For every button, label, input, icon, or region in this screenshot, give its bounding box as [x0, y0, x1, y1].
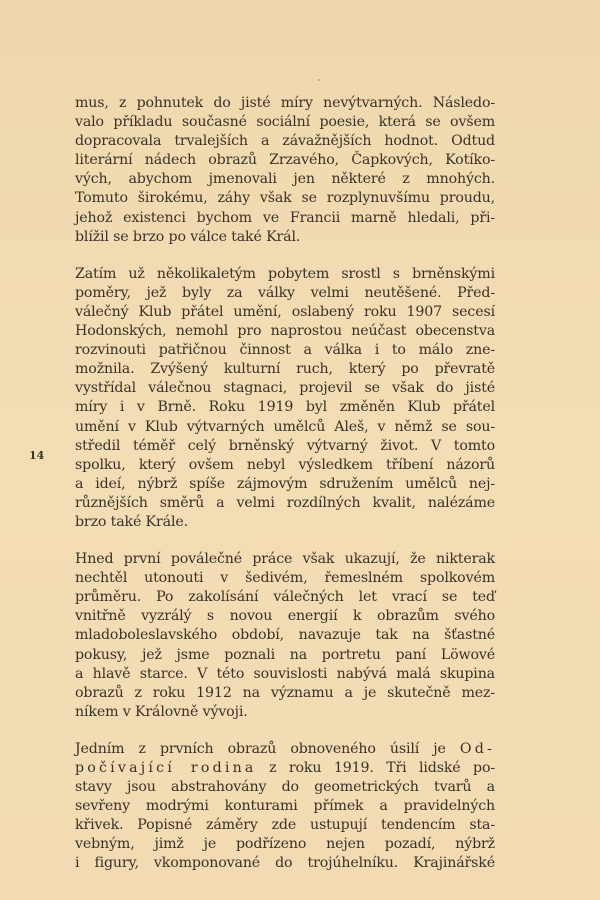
text-line — [75, 740, 495, 759]
text-line: jehož existenci bychom ve Francii marně hledali, při- — [75, 209, 495, 226]
text-line: umění v Klub výtvarných umělců Aleš, v němž se sou- — [75, 418, 495, 435]
text-line: obrazů z roku 1912 na významu a je skutečně mez- — [75, 684, 495, 701]
text-line: vystřídal válečnou stagnaci, projevil se však do jisté — [75, 380, 495, 397]
text-line: rozvinouti patřičnou činnost a válka i to málo zne- — [75, 342, 495, 359]
line-prefix: Jedním z prvních obrazů obnoveného úsilí je — [75, 740, 460, 757]
text-line: brzo také Krále. — [75, 513, 188, 530]
text-line: poměry, jež byly za války velmi neutěšené. Před- — [75, 284, 495, 301]
text-line: vebným, jimž je podřízeno nejen pozadí, nýbrž — [75, 836, 495, 853]
text-line — [75, 759, 495, 778]
text-line: vých, abychom jmenovali jen některé z mnohých. — [75, 171, 495, 188]
paragraph-4 — [75, 740, 495, 874]
text-line: Hned první poválečné práce však ukazují, že nikterak — [75, 551, 495, 568]
text-line: nechtěl utonouti v šedivém, řemeslném spolkovém — [75, 570, 495, 587]
text-line: válečný Klub přátel umění, oslabený roku 1907 secesí — [75, 303, 495, 320]
text-line: mus, z pohnutek do jisté míry nevýtvarných. Následo- — [75, 95, 495, 111]
text-line: pokusy, jež jsme poznali na portretu paní Löwové — [75, 646, 495, 663]
text-line: Tomuto širokému, záhy však se rozplynuvšímu proudu, — [75, 190, 495, 207]
text-line: křivek. Popisné záměry zde ustupují tendencím sta- — [75, 817, 495, 834]
text-line: možnila. Zvýšený kulturní ruch, který po převratě — [75, 361, 495, 378]
line-rest: z roku 1919. Tři lidské po- — [256, 760, 496, 776]
paragraph-3 — [75, 550, 495, 722]
body-text — [75, 94, 495, 892]
text-line: různějších směrů a velmi rozdílných kvalit, nalézáme — [75, 494, 495, 511]
text-line: níkem v Královně vývoji. — [75, 703, 248, 720]
text-line: Hodonských, nemohl pro naprostou neúčast obecenstva — [75, 323, 495, 340]
text-line: literární nádech obrazů Zrzavého, Čapkových, Kotíko- — [75, 152, 495, 169]
text-line: vnitřně vyzrálý s novou energií k obrazům svého — [75, 608, 495, 625]
print-speck — [318, 79, 320, 81]
page-number: 14 — [29, 449, 45, 462]
text-line: i figury, vkomponované do trojúhelníku. Krajinářské — [75, 855, 495, 872]
text-line: a ideí, nýbrž spíše zájmovým sdružením umělců nej- — [75, 475, 495, 492]
text-line: Zatím už několikaletým pobytem srostl s brněnskými — [75, 265, 495, 282]
text-line: průměru. Po zakolísání válečných let vrací se teď — [75, 589, 495, 606]
text-line: a hlavě starce. V této souvislosti nabývá malá skupina — [75, 665, 495, 682]
text-line: středil téměř celý brněnský výtvarný život. V tomto — [75, 437, 495, 454]
text-line: valo příkladu současné sociální poesie, která se ovšem — [75, 114, 495, 131]
text-line: mladoboleslavského období, navazuje tak na šťastné — [75, 627, 495, 644]
artwork-title-spaced: Od- — [459, 740, 495, 757]
artwork-title-spaced: počívající rodina — [75, 760, 257, 776]
paragraph-1 — [75, 94, 495, 247]
text-line: sevřeny modrými konturami přímek a pravidelných — [75, 798, 495, 815]
text-line: míry i v Brně. Roku 1919 byl změněn Klub přátel — [75, 399, 495, 416]
text-line: stavy jsou abstrahovány do geometrických tvarů a — [75, 779, 495, 796]
paragraph-2 — [75, 265, 495, 532]
text-line: blížil se brzo po válce také Král. — [75, 228, 301, 245]
text-line: dopracovala trvalejších a závažnějších hodnot. Odtud — [75, 133, 495, 150]
text-line: spolku, který ovšem nebyl výsledkem tříbení názorů — [75, 456, 495, 473]
